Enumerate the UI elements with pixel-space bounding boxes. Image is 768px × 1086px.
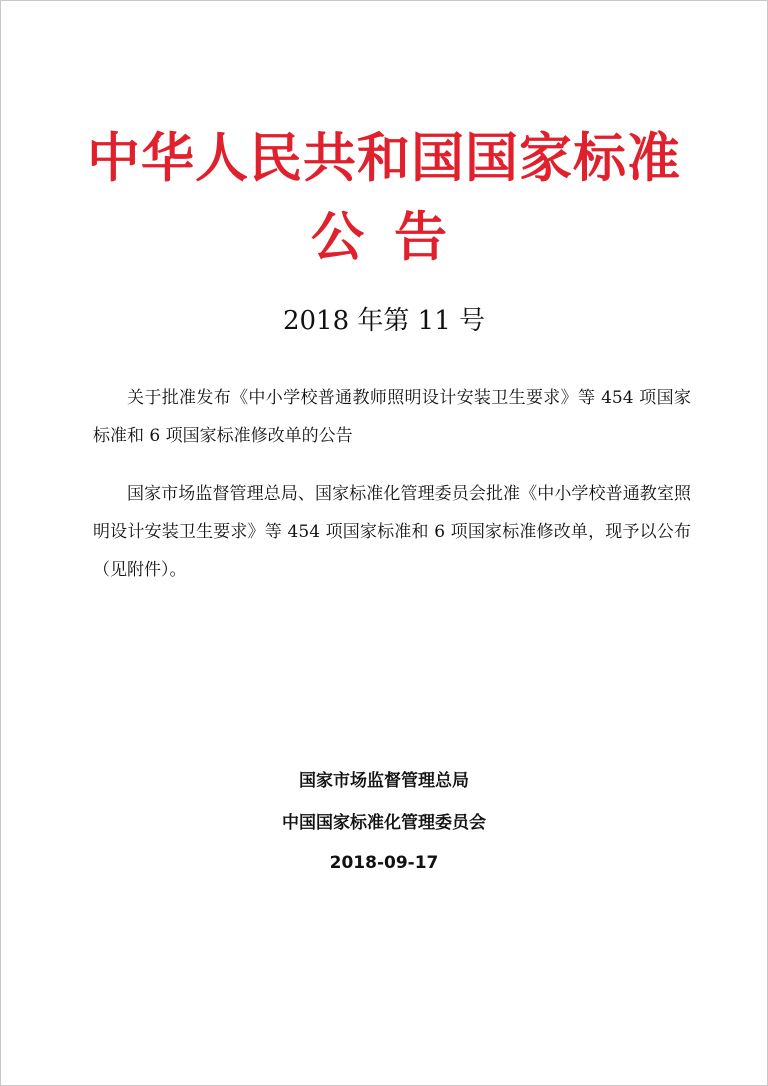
signature-org-sac: 中国国家标准化管理委员会: [282, 813, 486, 833]
issue-number: 2018 年第 11 号: [282, 306, 486, 336]
document-title: 中华人民共和国国家标准: [87, 128, 681, 189]
signature-org-samr: 国家市场监督管理总局: [299, 771, 469, 791]
announcement-subject: 关于批准发布《中小学校普通教师照明设计安装卫生要求》等 454 项国家标准和 6 项国家标准修改单的公告: [93, 388, 691, 446]
announcement-body: 国家市场监督管理总局、国家标准化管理委员会批准《中小学校普通教室照明设计安装卫生要求》等 454 项国家标准和 6 项国家标准修改单，现予以公布（见附件）。: [93, 484, 691, 580]
signature-date: 2018-09-17: [329, 853, 439, 873]
notice-heading: 公告: [311, 207, 477, 268]
